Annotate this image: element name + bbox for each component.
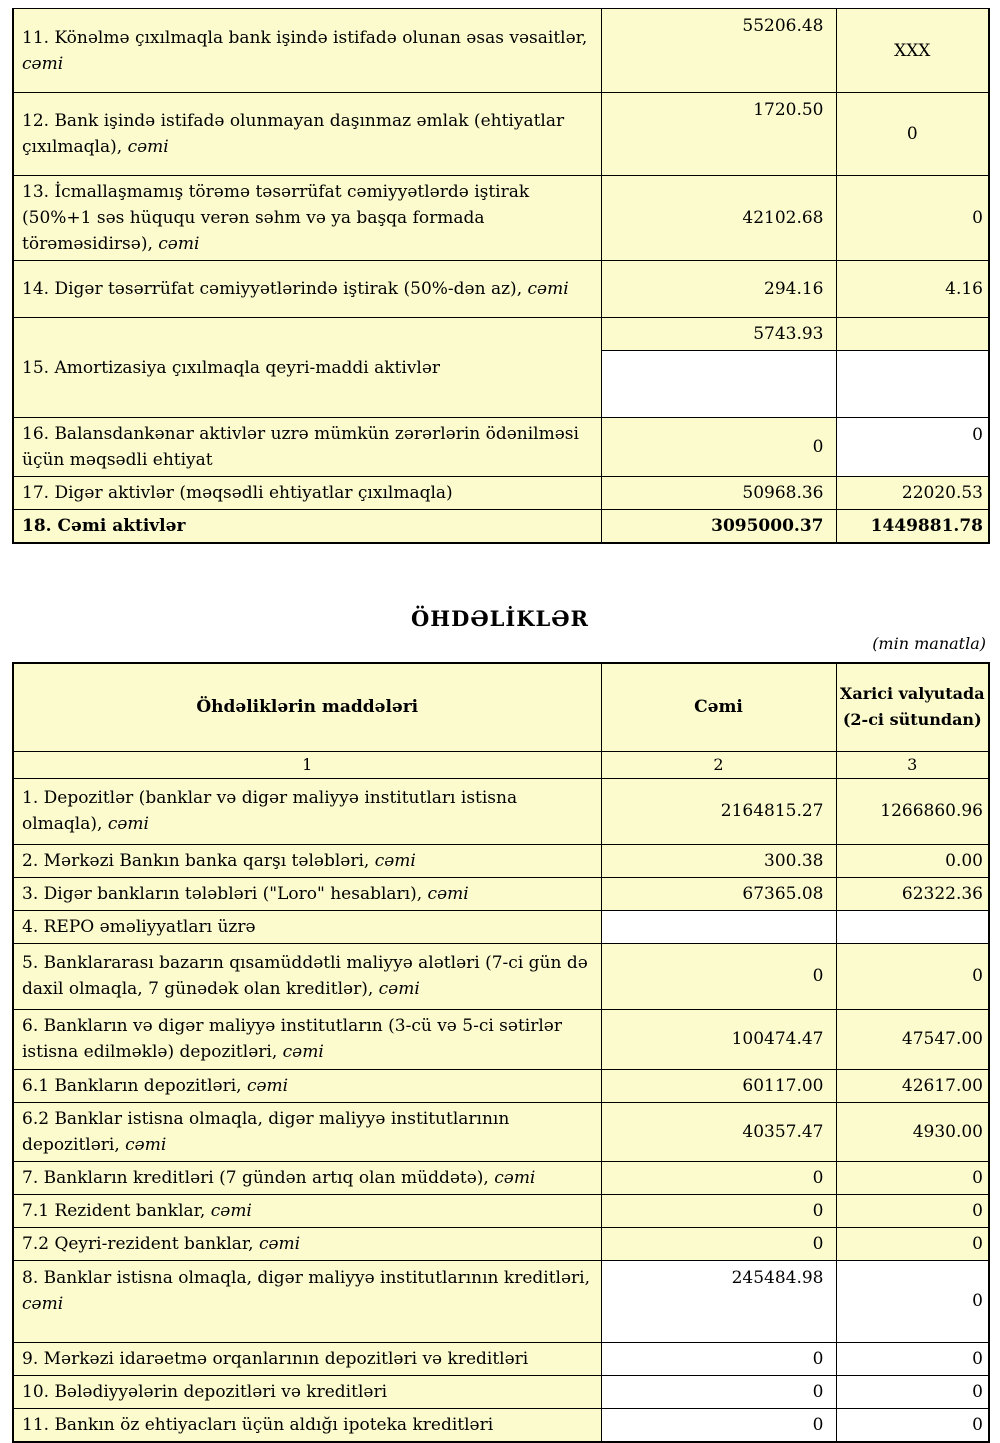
empty-cell xyxy=(601,910,836,943)
liab-row-8 xyxy=(13,1260,989,1342)
row-label-suffix: cəmi xyxy=(246,1075,289,1096)
liab-row-7 xyxy=(13,1161,989,1194)
foreign-currency-cell: 0 xyxy=(836,1227,989,1260)
row-label-suffix: cəmi xyxy=(158,234,200,254)
liab-row-7-1 xyxy=(13,1194,989,1227)
label-cell xyxy=(13,1408,601,1442)
header-foreign-currency: Xarici valyutada (2-ci sütundan) xyxy=(836,663,989,751)
label-cell xyxy=(13,418,601,477)
row-label-text: 11. Bankın öz ehtiyacları üçün aldığı ipoteka kreditləri xyxy=(22,1414,494,1435)
row-label-suffix: cəmi xyxy=(210,1200,252,1221)
column-numbers-row xyxy=(13,751,989,778)
liab-row-11 xyxy=(13,1408,989,1442)
total-cell: 3095000.37 xyxy=(601,510,836,544)
total-cell: 5743.93 xyxy=(601,318,836,351)
total-cell: 50968.36 xyxy=(601,477,836,510)
label-cell xyxy=(13,510,601,544)
assets-row-17 xyxy=(13,477,989,510)
total-cell: 2164815.27 xyxy=(601,778,836,844)
header-items: Öhdəliklərin maddələri xyxy=(13,663,601,751)
foreign-currency-cell: 0.00 xyxy=(836,844,989,877)
label-cell xyxy=(13,1009,601,1069)
total-cell: 300.38 xyxy=(601,844,836,877)
label-cell xyxy=(13,1194,601,1227)
assets-row-15 xyxy=(13,318,989,351)
row-label-text: 3. Digər bankların tələbləri ("Loro" hesabları), xyxy=(22,883,423,904)
row-label-text: 2. Mərkəzi Bankın banka qarşı tələbləri, xyxy=(22,850,370,871)
label-cell xyxy=(13,9,601,93)
foreign-currency-cell: 4930.00 xyxy=(836,1102,989,1161)
label-cell xyxy=(13,477,601,510)
row-label-suffix: cəmi xyxy=(127,137,169,157)
label-cell xyxy=(13,943,601,1009)
foreign-currency-cell: 1266860.96 xyxy=(836,778,989,844)
foreign-currency-cell: 4.16 xyxy=(836,261,989,318)
total-cell: 294.16 xyxy=(601,261,836,318)
liab-row-4-repo xyxy=(13,910,989,943)
row-label-suffix: cəmi xyxy=(22,1293,64,1314)
total-cell: 0 xyxy=(601,1194,836,1227)
header-total: Cəmi xyxy=(601,663,836,751)
assets-table xyxy=(12,8,990,544)
foreign-currency-cell xyxy=(836,318,989,351)
foreign-currency-cell: 0 xyxy=(836,943,989,1009)
foreign-currency-cell: 0 xyxy=(836,1342,989,1375)
total-cell: 0 xyxy=(601,943,836,1009)
liabilities-table xyxy=(12,662,990,1443)
assets-row-16 xyxy=(13,418,989,477)
label-cell xyxy=(13,1069,601,1102)
label-cell xyxy=(13,1260,601,1342)
label-cell xyxy=(13,877,601,910)
foreign-currency-cell: 1449881.78 xyxy=(836,510,989,544)
row-label-text: 13. İcmallaşmamış törəmə təsərrüfat cəmiyyətlərdə iştirak (50%+1 səs hüququ verən səhm və ya başqa formada törəməsidirsə), xyxy=(22,182,530,254)
column-number-2: 2 xyxy=(601,751,836,778)
row-label-text: 15. Amortizasiya çıxılmaqla qeyri-maddi aktivlər xyxy=(22,357,441,378)
assets-row-13 xyxy=(13,176,989,261)
label-cell xyxy=(13,1161,601,1194)
foreign-currency-cell: 47547.00 xyxy=(836,1009,989,1069)
row-label-text: 11. Könəlmə çıxılmaqla bank işində istifadə olunan əsas vəsaitlər, xyxy=(22,27,588,48)
row-label-suffix: cəmi xyxy=(282,1042,324,1062)
liab-row-6 xyxy=(13,1009,989,1069)
empty-cell xyxy=(601,351,836,418)
row-label-text: 4. REPO əməliyyatları üzrə xyxy=(22,916,256,937)
total-cell: 0 xyxy=(601,1408,836,1442)
liab-row-10 xyxy=(13,1375,989,1408)
total-cell: 42102.68 xyxy=(601,176,836,261)
foreign-currency-cell: 0 xyxy=(836,1194,989,1227)
liab-row-1 xyxy=(13,778,989,844)
row-label-text: 1. Depozitlər (banklar və digər maliyyə institutları istisna olmaqla), xyxy=(22,788,518,834)
total-cell: 1720.50 xyxy=(601,93,836,176)
assets-row-11 xyxy=(13,9,989,93)
row-label-text: 6.1 Bankların depozitləri, xyxy=(22,1075,242,1096)
row-label-text: 6.2 Banklar istisna olmaqla, digər maliyyə institutlarının depozitləri, xyxy=(22,1108,510,1155)
foreign-currency-cell: 0 xyxy=(836,1161,989,1194)
row-label-suffix: cəmi xyxy=(427,883,469,904)
assets-row-14 xyxy=(13,261,989,318)
row-label-text: 10. Bələdiyyələrin depozitləri və kreditləri xyxy=(22,1381,388,1402)
liabilities-header-row xyxy=(13,663,989,751)
row-label-suffix: cəmi xyxy=(527,279,569,299)
row-label-suffix: cəmi xyxy=(378,979,420,999)
foreign-currency-cell: 0 xyxy=(836,1375,989,1408)
foreign-currency-cell: 0 xyxy=(836,1408,989,1442)
total-cell: 0 xyxy=(601,1375,836,1408)
row-label-text: 14. Digər təsərrüfat cəmiyyətlərində iştirak (50%-dən az), xyxy=(22,279,523,299)
label-cell xyxy=(13,318,601,418)
foreign-currency-cell: 0 xyxy=(836,93,989,176)
row-label-text: 12. Bank işində istifadə olunmayan daşınmaz əmlak (ehtiyatlar çıxılmaqla), xyxy=(22,111,565,157)
total-cell: 245484.98 xyxy=(601,1260,836,1342)
total-cell: 60117.00 xyxy=(601,1069,836,1102)
foreign-currency-cell: 0 xyxy=(836,1260,989,1342)
row-label-suffix: cəmi xyxy=(22,53,64,74)
label-cell xyxy=(13,261,601,318)
label-cell xyxy=(13,176,601,261)
label-cell xyxy=(13,1342,601,1375)
row-label-text: 7.2 Qeyri-rezident banklar, xyxy=(22,1233,254,1254)
unit-note: (min manatla) xyxy=(872,634,986,653)
total-cell: 100474.47 xyxy=(601,1009,836,1069)
total-cell: 40357.47 xyxy=(601,1102,836,1161)
label-cell xyxy=(13,1375,601,1408)
liab-row-9 xyxy=(13,1342,989,1375)
foreign-currency-cell: 22020.53 xyxy=(836,477,989,510)
liab-row-3 xyxy=(13,877,989,910)
total-cell: 0 xyxy=(601,1342,836,1375)
assets-row-18-total xyxy=(13,510,989,544)
assets-row-12 xyxy=(13,93,989,176)
liab-row-7-2 xyxy=(13,1227,989,1260)
foreign-currency-cell: 0 xyxy=(836,176,989,261)
liab-row-5 xyxy=(13,943,989,1009)
total-cell: 0 xyxy=(601,1227,836,1260)
section-heading: ÖHDƏLİKLƏR xyxy=(411,606,589,631)
row-label-text: 7. Bankların kreditləri (7 gündən artıq olan müddətə), xyxy=(22,1167,489,1188)
liab-row-6-1 xyxy=(13,1069,989,1102)
column-number-3: 3 xyxy=(836,751,989,778)
foreign-currency-cell: 62322.36 xyxy=(836,877,989,910)
foreign-currency-cell: XXX xyxy=(836,9,989,93)
row-label-suffix: cəmi xyxy=(374,850,416,871)
total-cell: 0 xyxy=(601,418,836,477)
foreign-currency-cell: 0 xyxy=(836,418,989,477)
row-label-text: 6. Bankların və digər maliyyə institutların (3-cü və 5-ci sətirlər istisna edilməklə) depozitləri, xyxy=(22,1016,562,1062)
column-number-1: 1 xyxy=(13,751,601,778)
label-cell xyxy=(13,1227,601,1260)
row-label-text: 17. Digər aktivlər (məqsədli ehtiyatlar çıxılmaqla) xyxy=(22,483,453,503)
row-label-text: 7.1 Rezident banklar, xyxy=(22,1200,206,1221)
row-label-suffix: cəmi xyxy=(494,1167,536,1188)
row-label-text: 9. Mərkəzi idarəetmə orqanlarının depozitləri və kreditləri xyxy=(22,1348,529,1369)
liab-row-2 xyxy=(13,844,989,877)
empty-cell xyxy=(836,910,989,943)
row-label-text: 5. Banklararası bazarın qısamüddətli maliyyə alətləri (7-ci gün də daxil olmaqla, 7 günədək olan kreditlər), xyxy=(22,953,588,999)
label-cell xyxy=(13,778,601,844)
empty-cell xyxy=(836,351,989,418)
label-cell xyxy=(13,93,601,176)
row-label-text: 18. Cəmi aktivlər xyxy=(22,516,186,536)
total-cell: 55206.48 xyxy=(601,9,836,93)
foreign-currency-cell: 42617.00 xyxy=(836,1069,989,1102)
label-cell xyxy=(13,844,601,877)
row-label-text: 16. Balansdankənar aktivlər uzrə mümkün zərərlərin ödənilməsi üçün məqsədli ehtiyat xyxy=(22,424,579,470)
row-label-suffix: cəmi xyxy=(125,1134,167,1155)
total-cell: 67365.08 xyxy=(601,877,836,910)
label-cell xyxy=(13,910,601,943)
liab-row-6-2 xyxy=(13,1102,989,1161)
row-label-suffix: cəmi xyxy=(107,814,149,834)
total-cell: 0 xyxy=(601,1161,836,1194)
row-label-suffix: cəmi xyxy=(258,1233,301,1254)
row-label-text: 8. Banklar istisna olmaqla, digər maliyyə institutlarının kreditləri, xyxy=(22,1267,590,1288)
label-cell xyxy=(13,1102,601,1161)
